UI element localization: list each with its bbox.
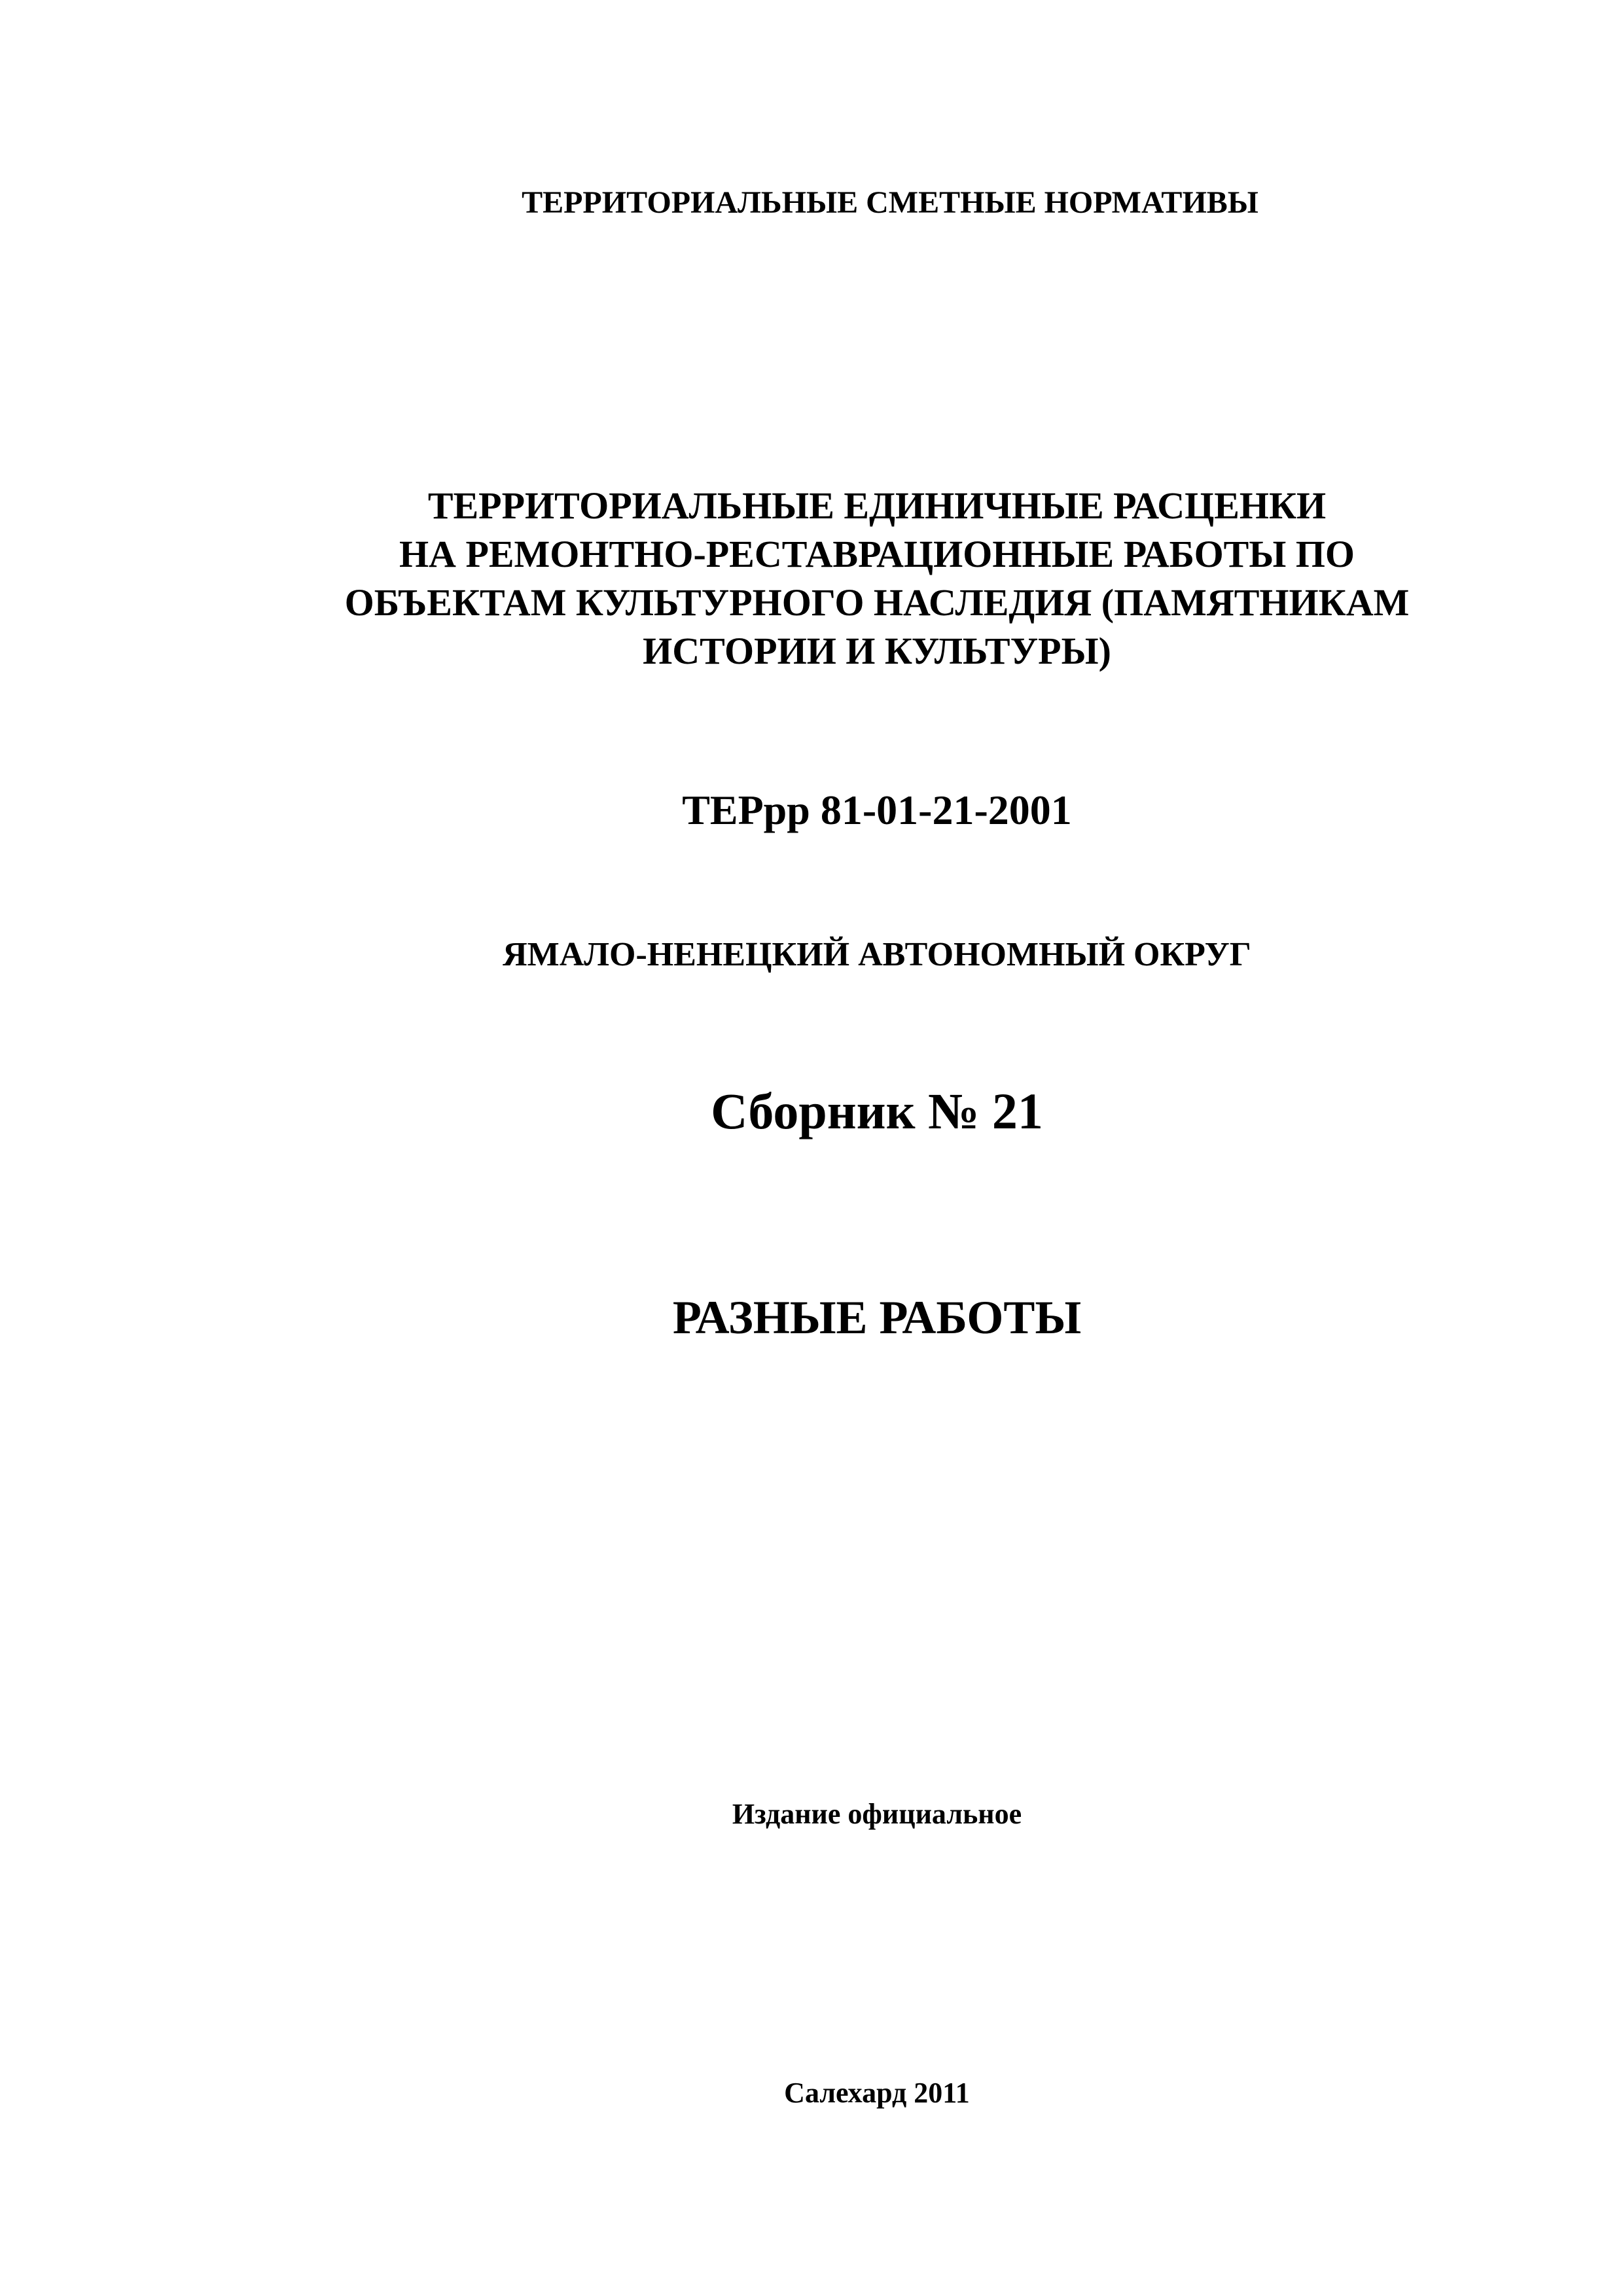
- title-line: ТЕРРИТОРИАЛЬНЫЕ ЕДИНИЧНЫЕ РАСЦЕНКИ: [427, 484, 1327, 527]
- title-line: ОБЪЕКТАМ КУЛЬТУРНОГО НАСЛЕДИЯ (ПАМЯТНИКАМ: [344, 581, 1410, 624]
- section-title: РАЗНЫЕ РАБОТЫ: [672, 1291, 1082, 1344]
- series-heading: ТЕРРИТОРИАЛЬНЫЕ СМЕТНЫЕ НОРМАТИВЫ: [522, 185, 1258, 220]
- document-code: ТЕРрр 81-01-21-2001: [682, 787, 1072, 833]
- imprint-place-year: Салехард 2011: [784, 2077, 970, 2109]
- region-name: ЯМАЛО-НЕНЕЦКИЙ АВТОНОМНЫЙ ОКРУГ: [503, 936, 1251, 973]
- edition-note: Издание официальное: [732, 1798, 1022, 1830]
- collection-number: Сборник № 21: [711, 1083, 1043, 1139]
- title-line: НА РЕМОНТНО-РЕСТАВРАЦИОННЫЕ РАБОТЫ ПО: [399, 533, 1355, 575]
- document-title: [65, 482, 1623, 675]
- title-line: ИСТОРИИ И КУЛЬТУРЫ): [643, 630, 1111, 672]
